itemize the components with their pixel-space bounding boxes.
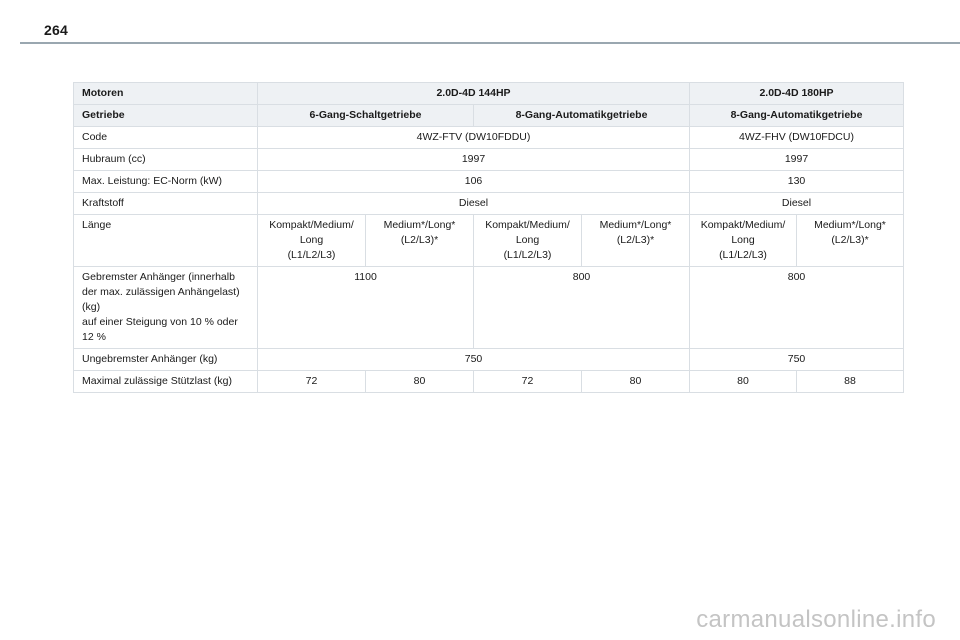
length-line: (L1/L2/L3) bbox=[503, 249, 552, 261]
length-cell bbox=[690, 215, 797, 267]
row-stuetzlast bbox=[74, 371, 904, 393]
row-label: Hubraum (cc) bbox=[74, 149, 258, 171]
table-cell: 80 bbox=[690, 371, 797, 393]
table-cell: 130 bbox=[690, 171, 904, 193]
table-cell: 72 bbox=[474, 371, 582, 393]
label-line: der max. zulässigen Anhängelast) bbox=[82, 286, 240, 298]
table-cell: 72 bbox=[258, 371, 366, 393]
row-kraftstoff bbox=[74, 193, 904, 215]
table-cell: Diesel bbox=[258, 193, 690, 215]
row-label: Länge bbox=[74, 215, 258, 267]
gearbox-cell: 6-Gang-Schaltgetriebe bbox=[258, 105, 474, 127]
row-laenge bbox=[74, 215, 904, 267]
length-line: Kompakt/Medium/ bbox=[269, 219, 354, 231]
table-cell: 1997 bbox=[690, 149, 904, 171]
length-line: (L1/L2/L3) bbox=[287, 249, 336, 261]
length-line: Long bbox=[515, 234, 540, 246]
row-label bbox=[74, 267, 258, 349]
row-hubraum bbox=[74, 149, 904, 171]
table-cell: 80 bbox=[366, 371, 474, 393]
table-cell: 4WZ-FHV (DW10FDCU) bbox=[690, 127, 904, 149]
row-code bbox=[74, 127, 904, 149]
engine-header-1: 2.0D-4D 144HP bbox=[258, 83, 690, 105]
gearbox-cell: 8-Gang-Automatikgetriebe bbox=[690, 105, 904, 127]
table-cell: 4WZ-FTV (DW10FDDU) bbox=[258, 127, 690, 149]
row-gebremster-anhaenger bbox=[74, 267, 904, 349]
row-ungebremster-anhaenger bbox=[74, 349, 904, 371]
length-line: Long bbox=[731, 234, 755, 246]
row-label: Kraftstoff bbox=[74, 193, 258, 215]
table-cell: 750 bbox=[690, 349, 904, 371]
table-cell: 1100 bbox=[258, 267, 474, 349]
length-line: (L1/L2/L3) bbox=[719, 249, 767, 261]
row-label: Max. Leistung: EC-Norm (kW) bbox=[74, 171, 258, 193]
page-number: 264 bbox=[44, 22, 68, 38]
length-line: Long bbox=[299, 234, 324, 246]
table-cell: 80 bbox=[582, 371, 690, 393]
gearbox-cell: 8-Gang-Automatikgetriebe bbox=[474, 105, 690, 127]
table-cell: 800 bbox=[474, 267, 690, 349]
table-cell: 106 bbox=[258, 171, 690, 193]
row-label: Ungebremster Anhänger (kg) bbox=[74, 349, 258, 371]
length-line: Kompakt/Medium/ bbox=[700, 219, 786, 231]
row-label: Code bbox=[74, 127, 258, 149]
label-line: (kg) bbox=[82, 301, 101, 313]
length-cell bbox=[258, 215, 366, 267]
row-getriebe bbox=[74, 105, 904, 127]
engine-spec-table bbox=[73, 82, 904, 393]
table-cell: 88 bbox=[797, 371, 904, 393]
label-line: 12 % bbox=[82, 331, 106, 343]
length-line: (L2/L3)* bbox=[831, 234, 869, 246]
length-line: Medium*/Long* bbox=[599, 219, 672, 231]
length-line: (L2/L3)* bbox=[616, 234, 655, 246]
table-cell: Diesel bbox=[690, 193, 904, 215]
length-cell bbox=[582, 215, 690, 267]
header-rule bbox=[20, 42, 960, 44]
row-label: Motoren bbox=[74, 83, 258, 105]
length-cell bbox=[797, 215, 904, 267]
watermark: carmanualsonline.info bbox=[696, 606, 936, 633]
length-line: Kompakt/Medium/ bbox=[485, 219, 570, 231]
table-cell: 750 bbox=[258, 349, 690, 371]
row-motoren bbox=[74, 83, 904, 105]
engine-header-2: 2.0D-4D 180HP bbox=[690, 83, 904, 105]
length-cell bbox=[366, 215, 474, 267]
row-label: Maximal zulässige Stützlast (kg) bbox=[74, 371, 258, 393]
row-leistung bbox=[74, 171, 904, 193]
label-line: Gebremster Anhänger (innerhalb bbox=[82, 271, 235, 283]
row-label: Getriebe bbox=[74, 105, 258, 127]
length-line: (L2/L3)* bbox=[400, 234, 439, 246]
table-cell: 1997 bbox=[258, 149, 690, 171]
length-line: Medium*/Long* bbox=[383, 219, 456, 231]
length-line: Medium*/Long* bbox=[814, 219, 886, 231]
label-line: auf einer Steigung von 10 % oder bbox=[82, 316, 238, 328]
table-cell: 800 bbox=[690, 267, 904, 349]
length-cell bbox=[474, 215, 582, 267]
